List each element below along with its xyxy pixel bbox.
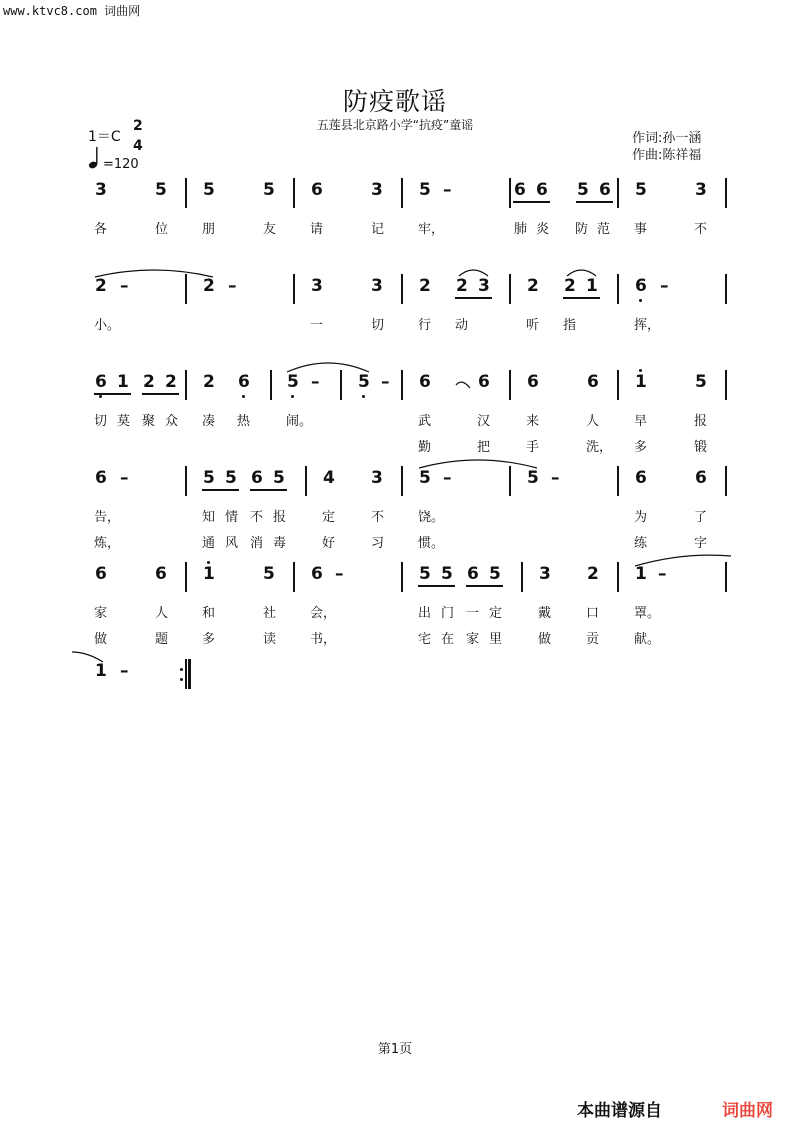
- eighth-beam: [94, 393, 131, 395]
- note-dash: –: [120, 276, 129, 296]
- note: 6: [536, 180, 548, 200]
- lyric: 切: [371, 318, 385, 333]
- note: 3: [478, 276, 490, 296]
- eighth-beam: [418, 585, 455, 587]
- lyric: 家: [94, 606, 108, 621]
- bar-line: [725, 370, 727, 400]
- lyric: 位: [155, 222, 169, 237]
- note-dash: –: [658, 564, 667, 584]
- lyric: 小。: [94, 318, 121, 333]
- song-title: 防疫歌谣: [342, 87, 447, 116]
- lyric: 报: [273, 510, 287, 525]
- bar-line: [293, 178, 295, 208]
- eighth-beam: [563, 297, 600, 299]
- note: 6: [514, 180, 526, 200]
- lyric: 朋: [202, 222, 216, 237]
- lyric: 一: [466, 606, 480, 621]
- lyric: 听: [526, 318, 540, 333]
- lower-octave-dot: [242, 395, 245, 398]
- eighth-beam: [466, 585, 503, 587]
- time-signature-top: 2: [133, 118, 143, 134]
- lyric: 一: [310, 318, 324, 333]
- note: 5: [203, 180, 215, 200]
- lyric: 定: [489, 606, 503, 621]
- page-number: 第1页: [377, 1042, 413, 1057]
- lyric: 勤: [418, 440, 432, 455]
- note-dash: –: [228, 276, 237, 296]
- note: 5: [419, 468, 431, 488]
- note: 1: [586, 276, 598, 296]
- note: 5: [263, 180, 275, 200]
- lyric: 定: [322, 510, 336, 525]
- lyric: 家: [466, 632, 480, 647]
- final-bar-line: [188, 659, 191, 689]
- lyric: 聚: [142, 414, 156, 429]
- lyric: 来: [526, 414, 540, 429]
- bar-line: [185, 370, 187, 400]
- note: 2: [95, 276, 107, 296]
- lyric: 做: [538, 632, 552, 647]
- lyric: 消: [250, 536, 264, 551]
- lyric: 题: [155, 632, 169, 647]
- note: 6: [155, 564, 167, 584]
- note-dash: –: [551, 468, 560, 488]
- lower-octave-dot: [99, 395, 102, 398]
- note: 5: [419, 180, 431, 200]
- lyric: 闹。: [286, 414, 313, 429]
- score-row-1: [0, 174, 790, 212]
- note: 5: [263, 564, 275, 584]
- note: 2: [165, 372, 177, 392]
- bar-line: [725, 178, 727, 208]
- lyric: 切: [94, 414, 108, 429]
- lyric: 人: [155, 606, 169, 621]
- bar-line: [617, 274, 619, 304]
- lyric: 指: [563, 318, 577, 333]
- lyric-line: [0, 628, 790, 648]
- repeat-dot: [180, 668, 183, 671]
- lyric: 饶。: [418, 510, 445, 525]
- lyric-line: [0, 532, 790, 552]
- note: 6: [695, 468, 707, 488]
- note: 5: [155, 180, 167, 200]
- repeat-dot: [180, 678, 183, 681]
- score-row-2: [0, 270, 790, 308]
- score-row-3: [0, 366, 790, 404]
- lyric: 莫: [117, 414, 131, 429]
- lyric: 炼，: [94, 536, 121, 551]
- eighth-beam: [202, 489, 239, 491]
- bar-line: [401, 466, 403, 496]
- lyric: 不: [371, 510, 385, 525]
- lyric: 不: [694, 222, 708, 237]
- lyric: 汉: [477, 414, 491, 429]
- lyric: 书，: [310, 632, 337, 647]
- note: 5: [635, 180, 647, 200]
- note-dash: –: [120, 468, 129, 488]
- bar-line: [509, 370, 511, 400]
- lyric: 做: [94, 632, 108, 647]
- bar-line: [725, 466, 727, 496]
- eighth-beam: [142, 393, 179, 395]
- note-dash: –: [311, 372, 320, 392]
- note: 6: [635, 276, 647, 296]
- bar-line: [521, 562, 523, 592]
- lyric: 各: [94, 222, 108, 237]
- lyric: 习: [371, 536, 385, 551]
- note: 5: [527, 468, 539, 488]
- lyric: 热: [237, 414, 251, 429]
- lyric: 人: [586, 414, 600, 429]
- note: 2: [419, 276, 431, 296]
- lyric: 献。: [634, 632, 661, 647]
- note: 2: [456, 276, 468, 296]
- score-row-5: [0, 558, 790, 596]
- note: 6: [419, 372, 431, 392]
- lyric: 为: [634, 510, 648, 525]
- tempo-marking: =120: [103, 157, 139, 172]
- lyric: 口: [586, 606, 600, 621]
- note: 6: [467, 564, 479, 584]
- note: 5: [577, 180, 589, 200]
- lyric: 记: [371, 222, 385, 237]
- bar-line: [509, 178, 511, 208]
- note: 5: [358, 372, 370, 392]
- note: 3: [539, 564, 551, 584]
- upper-octave-dot: [207, 561, 210, 564]
- bar-line: [185, 562, 187, 592]
- note: 3: [311, 276, 323, 296]
- note: 1: [635, 372, 647, 392]
- note: 5: [203, 468, 215, 488]
- note: 6: [95, 468, 107, 488]
- lyric-line: [0, 218, 790, 238]
- lyric: 武: [418, 414, 432, 429]
- eighth-beam: [513, 201, 550, 203]
- time-signature-bottom: 4: [133, 138, 143, 154]
- lyric: 戴: [538, 606, 552, 621]
- bar-line: [293, 562, 295, 592]
- lyric: 惯。: [418, 536, 445, 551]
- lyric: 好: [322, 536, 336, 551]
- bar-line: [293, 274, 295, 304]
- bar-line: [725, 274, 727, 304]
- note: 6: [635, 468, 647, 488]
- lyric-line: [0, 602, 790, 622]
- score-row-6: [0, 655, 790, 693]
- lyric: 情: [225, 510, 239, 525]
- lyric-line: [0, 436, 790, 456]
- note-dash: –: [443, 468, 452, 488]
- lyric: 不: [250, 510, 264, 525]
- lyric: 在: [441, 632, 455, 647]
- bar-line: [185, 466, 187, 496]
- lyric: 挥，: [634, 318, 661, 333]
- lyric: 字: [694, 536, 708, 551]
- note: 5: [273, 468, 285, 488]
- lyric: 肺: [514, 222, 528, 237]
- lower-octave-dot: [362, 395, 365, 398]
- lyric: 毒: [273, 536, 287, 551]
- lower-octave-dot: [639, 299, 642, 302]
- lyric-line: [0, 506, 790, 526]
- lyric: 炎: [536, 222, 550, 237]
- quarter-note-icon: [88, 146, 102, 170]
- lyric: 友: [263, 222, 277, 237]
- lyric: 读: [263, 632, 277, 647]
- lower-octave-dot: [291, 395, 294, 398]
- lyric: 里: [489, 632, 503, 647]
- eighth-beam: [576, 201, 613, 203]
- lyric: 罩。: [634, 606, 661, 621]
- note: 6: [311, 180, 323, 200]
- note: 6: [311, 564, 323, 584]
- bar-line: [725, 562, 727, 592]
- note: 3: [695, 180, 707, 200]
- lyric: 知: [202, 510, 216, 525]
- lyric: 手: [526, 440, 540, 455]
- note: 5: [695, 372, 707, 392]
- song-subtitle: 五莲县北京路小学“抗疫”童谣: [316, 118, 474, 132]
- lyric-line: [0, 314, 790, 334]
- note: 6: [527, 372, 539, 392]
- note: 2: [587, 564, 599, 584]
- bar-line: [509, 274, 511, 304]
- lyric: 会，: [310, 606, 337, 621]
- bar-line: [617, 466, 619, 496]
- note: 5: [419, 564, 431, 584]
- eighth-beam: [250, 489, 287, 491]
- note: 1: [95, 661, 107, 681]
- lyric: 把: [477, 440, 491, 455]
- note: 2: [564, 276, 576, 296]
- time-signature-divider: [131, 136, 143, 137]
- note: 1: [117, 372, 129, 392]
- lyric: 社: [263, 606, 277, 621]
- bar-line: [305, 466, 307, 496]
- lyric: 请: [310, 222, 324, 237]
- lyric: 出: [418, 606, 432, 621]
- eighth-beam: [455, 297, 492, 299]
- lyric: 早: [634, 414, 648, 429]
- bar-line: [270, 370, 272, 400]
- lyric: 事: [634, 222, 648, 237]
- bar-line: [340, 370, 342, 400]
- lyric: 牢，: [418, 222, 445, 237]
- bar-line: [185, 178, 187, 208]
- note: 6: [238, 372, 250, 392]
- lyric: 和: [202, 606, 216, 621]
- composer-credit: 作曲:陈祥福: [632, 148, 702, 163]
- source-text: 本曲谱源自: [577, 1101, 662, 1121]
- lyric: 范: [597, 222, 611, 237]
- bar-line: [401, 370, 403, 400]
- bar-line: [185, 274, 187, 304]
- bar-line: [185, 659, 187, 689]
- lyric: 动: [455, 318, 469, 333]
- lyric: 锻: [694, 440, 708, 455]
- note: 2: [527, 276, 539, 296]
- note-dash: –: [443, 180, 452, 200]
- bar-line: [509, 466, 511, 496]
- note: 6: [95, 564, 107, 584]
- bar-line: [617, 370, 619, 400]
- note: 6: [599, 180, 611, 200]
- note: 2: [143, 372, 155, 392]
- lyric: 宅: [418, 632, 432, 647]
- lyric: 多: [634, 440, 648, 455]
- lyric: 行: [418, 318, 432, 333]
- brand-logo[interactable]: 词曲网: [722, 1101, 773, 1121]
- note-dash: –: [660, 276, 669, 296]
- note: 6: [95, 372, 107, 392]
- lyric: 了: [694, 510, 708, 525]
- note: 4: [323, 468, 335, 488]
- note: 2: [203, 276, 215, 296]
- note-dash: –: [120, 661, 129, 681]
- note: 2: [203, 372, 215, 392]
- note: 3: [371, 468, 383, 488]
- lyric: 凑: [202, 414, 216, 429]
- note: 3: [95, 180, 107, 200]
- lyric: 多: [202, 632, 216, 647]
- upper-octave-dot: [639, 369, 642, 372]
- lyric: 通: [202, 536, 216, 551]
- note: 1: [635, 564, 647, 584]
- note: 5: [225, 468, 237, 488]
- note: 6: [587, 372, 599, 392]
- lyric: 众: [165, 414, 179, 429]
- note: 1: [203, 564, 215, 584]
- note: 5: [287, 372, 299, 392]
- bar-line: [401, 178, 403, 208]
- note: 6: [478, 372, 490, 392]
- lyric: 洗，: [586, 440, 613, 455]
- lyric: 告，: [94, 510, 121, 525]
- note: 5: [441, 564, 453, 584]
- bar-line: [617, 178, 619, 208]
- bar-line: [401, 562, 403, 592]
- note: 3: [371, 180, 383, 200]
- note: 3: [371, 276, 383, 296]
- lyric: 练: [634, 536, 648, 551]
- lyric: 门: [441, 606, 455, 621]
- lyric: 防: [575, 222, 589, 237]
- bar-line: [401, 274, 403, 304]
- note: 6: [251, 468, 263, 488]
- note-dash: –: [381, 372, 390, 392]
- note: 5: [489, 564, 501, 584]
- lyric-line: [0, 410, 790, 430]
- note-dash: –: [335, 564, 344, 584]
- lyric: 报: [694, 414, 708, 429]
- bar-line: [617, 562, 619, 592]
- lyric: 贡: [586, 632, 600, 647]
- watermark: www.ktvc8.com 词曲网: [3, 4, 141, 18]
- lyricist-credit: 作词:孙一涵: [632, 131, 702, 146]
- score-row-4: [0, 462, 790, 500]
- key-signature: 1＝C: [88, 129, 121, 145]
- lyric: 风: [225, 536, 239, 551]
